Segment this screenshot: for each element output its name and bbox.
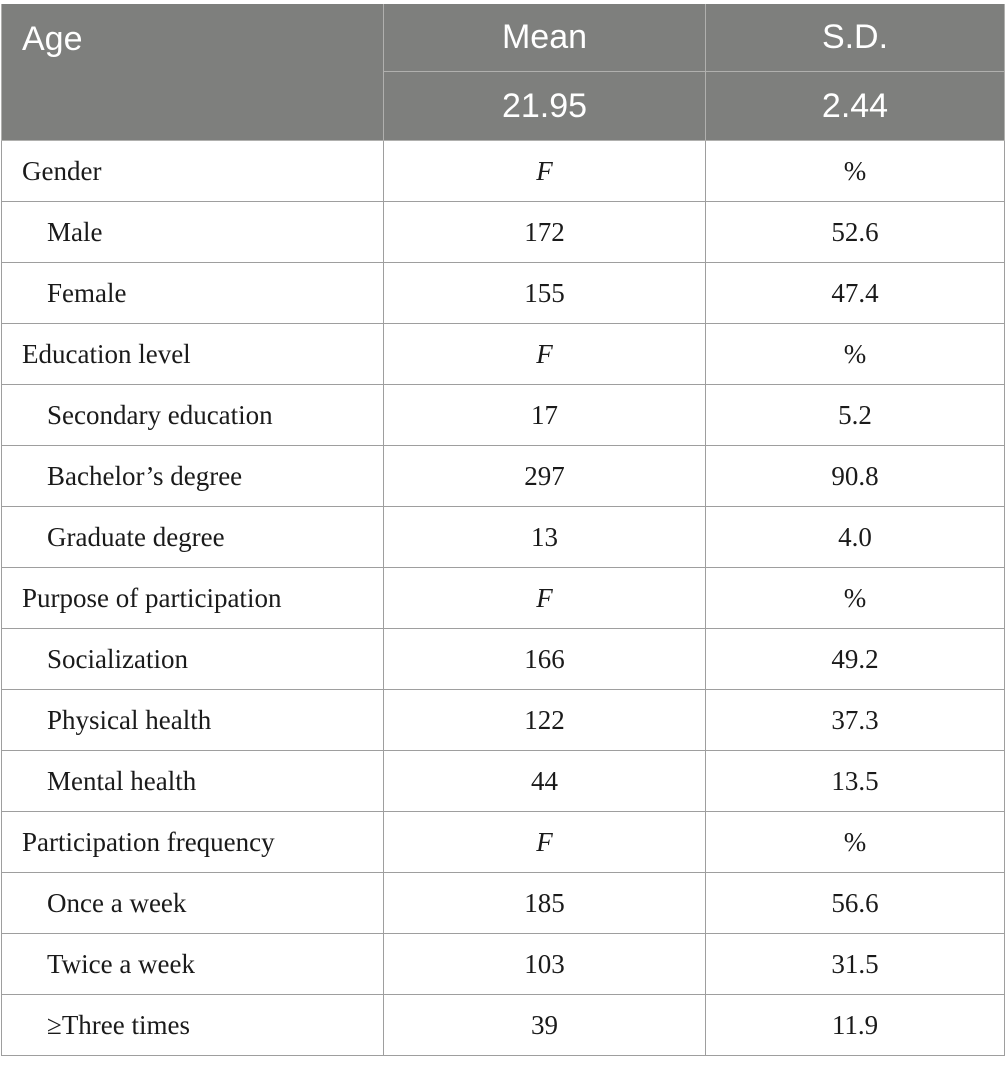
row-percent: 56.6 — [706, 873, 1005, 934]
section-col-pct: % — [706, 324, 1005, 385]
row-percent: 4.0 — [706, 507, 1005, 568]
section-label: Education level — [2, 324, 384, 385]
row-frequency: 103 — [384, 934, 706, 995]
section-col-pct: % — [706, 568, 1005, 629]
header-row — [2, 4, 1005, 72]
section-col-f: F — [384, 324, 706, 385]
age-mean-value: 21.95 — [384, 72, 706, 141]
table-row — [2, 202, 1005, 263]
section-col-f: F — [384, 141, 706, 202]
row-label: Secondary education — [2, 385, 384, 446]
header-sd: S.D. — [706, 4, 1005, 72]
section-row-frequency — [2, 812, 1005, 873]
table-row — [2, 995, 1005, 1056]
row-label: Mental health — [2, 751, 384, 812]
section-col-pct: % — [706, 141, 1005, 202]
row-label: Physical health — [2, 690, 384, 751]
row-percent: 37.3 — [706, 690, 1005, 751]
table-row — [2, 690, 1005, 751]
header-age: Age — [2, 4, 384, 141]
row-label: Socialization — [2, 629, 384, 690]
table-header — [2, 4, 1005, 141]
row-frequency: 155 — [384, 263, 706, 324]
section-label: Participation frequency — [2, 812, 384, 873]
section-col-pct: % — [706, 812, 1005, 873]
table-row — [2, 385, 1005, 446]
row-percent: 47.4 — [706, 263, 1005, 324]
table-row — [2, 446, 1005, 507]
row-frequency: 185 — [384, 873, 706, 934]
table-row — [2, 629, 1005, 690]
row-percent: 90.8 — [706, 446, 1005, 507]
row-label: ≥Three times — [2, 995, 384, 1056]
row-percent: 11.9 — [706, 995, 1005, 1056]
row-label: Male — [2, 202, 384, 263]
row-frequency: 13 — [384, 507, 706, 568]
table-row — [2, 263, 1005, 324]
table-row — [2, 873, 1005, 934]
row-frequency: 166 — [384, 629, 706, 690]
table-row — [2, 507, 1005, 568]
section-row-education — [2, 324, 1005, 385]
section-label: Purpose of participation — [2, 568, 384, 629]
age-sd-value: 2.44 — [706, 72, 1005, 141]
row-label: Graduate degree — [2, 507, 384, 568]
row-percent: 5.2 — [706, 385, 1005, 446]
row-frequency: 39 — [384, 995, 706, 1056]
row-percent: 31.5 — [706, 934, 1005, 995]
header-mean: Mean — [384, 4, 706, 72]
row-frequency: 17 — [384, 385, 706, 446]
row-frequency: 44 — [384, 751, 706, 812]
row-frequency: 172 — [384, 202, 706, 263]
row-frequency: 297 — [384, 446, 706, 507]
table-row — [2, 751, 1005, 812]
section-row-gender — [2, 141, 1005, 202]
row-label: Female — [2, 263, 384, 324]
row-percent: 13.5 — [706, 751, 1005, 812]
row-percent: 52.6 — [706, 202, 1005, 263]
section-col-f: F — [384, 568, 706, 629]
section-row-purpose — [2, 568, 1005, 629]
table-row — [2, 934, 1005, 995]
row-frequency: 122 — [384, 690, 706, 751]
row-label: Bachelor’s degree — [2, 446, 384, 507]
table-body — [2, 141, 1005, 1056]
row-label: Once a week — [2, 873, 384, 934]
row-percent: 49.2 — [706, 629, 1005, 690]
demographics-table — [1, 4, 1005, 1056]
section-label: Gender — [2, 141, 384, 202]
row-label: Twice a week — [2, 934, 384, 995]
section-col-f: F — [384, 812, 706, 873]
